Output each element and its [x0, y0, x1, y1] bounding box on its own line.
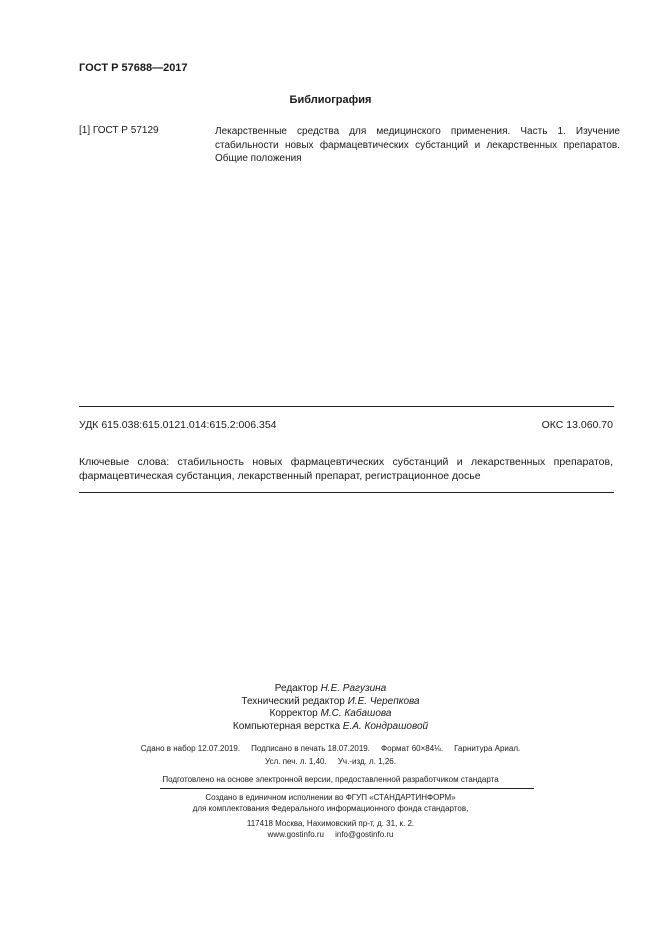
staff-list	[0, 683, 661, 733]
bibliography-ref: [1] ГОСТ Р 57129	[79, 125, 159, 136]
print-info-line2: Усл. печ. л. 1,40. Уч.-изд. л. 1,26.	[265, 757, 396, 766]
publisher-line1: Создано в единичном исполнении во ФГУП «СТАНДАРТИНФОРМ»	[205, 793, 456, 802]
print-info-line1: Сдано в набор 12.07.2019. Подписано в печать 18.07.2019. Формат 60×84⅛. Гарнитура Ариал.	[140, 744, 521, 753]
publisher-contacts: www.gostinfo.ru info@gostinfo.ru	[267, 830, 394, 839]
staff-tech-editor: Технический редактор И.Е. Черепкова	[241, 695, 420, 707]
imprint-divider	[160, 788, 534, 789]
bibliography-title: Библиография	[289, 94, 372, 106]
udk-code: УДК 615.038:615.0121.014:615.2:006.354	[79, 419, 277, 431]
publisher-address: 117418 Москва, Нахимовский пр-т, д. 31, к. 2.	[246, 819, 415, 828]
oks-code: ОКС 13.060.70	[541, 419, 613, 431]
divider-bottom	[79, 492, 614, 493]
document-code: ГОСТ Р 57688—2017	[79, 62, 188, 74]
staff-corrector: Корректор М.С. Кабашова	[269, 708, 392, 719]
publisher-line2: для комплектования Федерального информационного фонда стандартов,	[192, 804, 469, 813]
prepared-note: Подготовлено на основе электронной версии, предоставленной разработчиком стандарта	[162, 775, 499, 784]
divider-top	[79, 406, 614, 407]
bibliography-text: Лекарственные средства для медицинского применения. Часть 1. Изучение стабильности новых фармацевтических субстанций и лекарственных препаратов. Общие положения	[215, 126, 620, 164]
staff-layout: Компьютерная верстка Е.А. Кондрашовой	[232, 720, 429, 732]
staff-editor: Редактор Н.Е. Рагузина	[274, 683, 387, 694]
keywords: Ключевые слова: стабильность новых фармацевтических субстанций и лекарственных препаратов, фармацевтическая субстанция, лекарственный препарат, регистрационное досье	[79, 456, 613, 482]
